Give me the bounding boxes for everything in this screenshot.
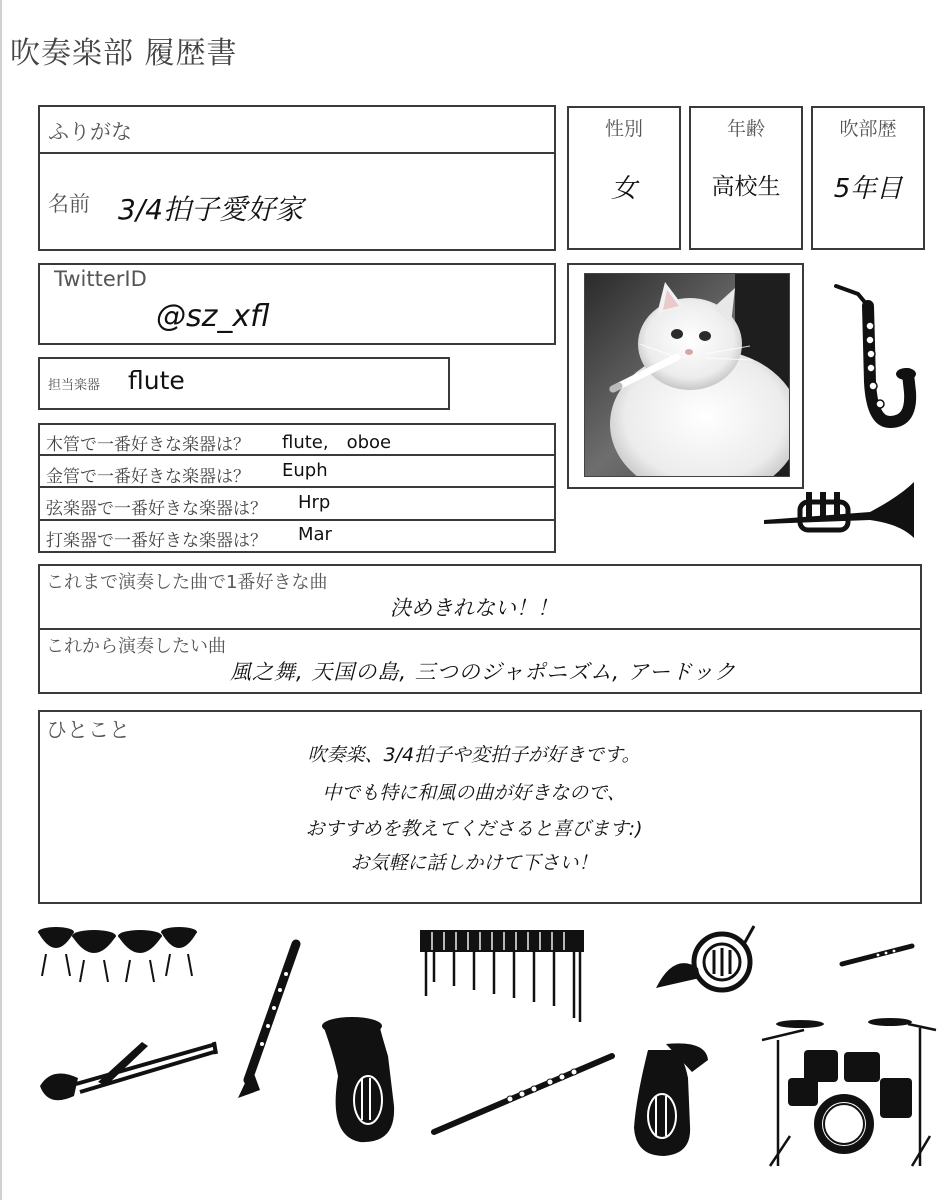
trombone-icon xyxy=(38,1036,220,1112)
fav-percussion-question: 打楽器で一番好きな楽器は？ xyxy=(46,531,267,551)
name-value: 3/4拍子愛好家 xyxy=(118,193,304,226)
euphonium-icon xyxy=(626,1038,710,1158)
timpani-icon xyxy=(36,924,200,986)
fav-brass-question: 金管で一番好きな楽器は？ xyxy=(46,467,250,487)
comment-label: ひとこと xyxy=(46,718,130,742)
comment-line: 吹奏楽、3/4拍子や変拍子が好きです。 xyxy=(307,744,641,766)
flute-icon xyxy=(430,1052,616,1136)
want-to-play-song-label: これから演奏したい曲 xyxy=(46,636,226,657)
band-years-value: 5年目 xyxy=(833,174,903,204)
age-box xyxy=(689,106,803,250)
favorite-played-song-value: 決めきれない！！ xyxy=(390,596,558,620)
drum-kit-icon xyxy=(760,1016,936,1176)
want-to-play-song-value: 風之舞, 天国の島, 三つのジャポニズム, アードック xyxy=(230,660,737,684)
age-label: 年齢 xyxy=(726,118,765,140)
fav-strings-question: 弦楽器で一番好きな楽器は？ xyxy=(46,499,267,519)
gender-box xyxy=(567,106,681,250)
gender-value: 女 xyxy=(610,174,637,204)
name-label: 名前 xyxy=(48,192,90,216)
twitter-label: TwitterID xyxy=(54,267,147,291)
cat-with-cigarette-photo xyxy=(585,274,790,477)
saxophone-icon xyxy=(828,282,918,432)
favorites-divider xyxy=(38,519,556,521)
songs-divider xyxy=(38,628,922,630)
fav-strings-answer: Hrp xyxy=(298,492,331,513)
band-years-box xyxy=(811,106,925,250)
comment-line: 中でも特に和風の曲が好きなので、 xyxy=(322,782,626,804)
piccolo-icon xyxy=(838,940,916,968)
cat-photo xyxy=(584,273,790,477)
fav-woodwind-answer: flute, oboe xyxy=(282,432,392,453)
french-horn-icon xyxy=(652,922,756,1002)
fav-brass-answer: Euph xyxy=(282,460,328,481)
age-value: 高校生 xyxy=(711,174,781,200)
band-years-label: 吹部歴 xyxy=(839,118,897,140)
clarinet-icon xyxy=(236,940,306,1100)
tuba-icon xyxy=(318,1016,402,1146)
furigana-label: ふりがな xyxy=(48,120,132,144)
twitter-value: @sz_xfl xyxy=(156,299,270,334)
favorite-played-song-label: これまで演奏した曲で1番好きな曲 xyxy=(46,572,328,593)
fav-percussion-answer: Mar xyxy=(298,524,332,545)
trumpet-icon xyxy=(760,476,920,544)
marimba-icon xyxy=(414,926,590,1026)
page-title: 吹奏楽部 履歴書 xyxy=(10,36,238,71)
comment-line: おすすめを教えてくださると喜びます:) xyxy=(305,818,643,840)
instrument-label: 担当楽器 xyxy=(48,378,101,393)
gender-label: 性別 xyxy=(604,118,643,140)
comment-line: お気軽に話しかけて下さい！ xyxy=(350,852,598,874)
name-divider xyxy=(38,152,556,154)
instrument-value: flute xyxy=(128,366,185,395)
fav-woodwind-question: 木管で一番好きな楽器は？ xyxy=(46,435,250,455)
